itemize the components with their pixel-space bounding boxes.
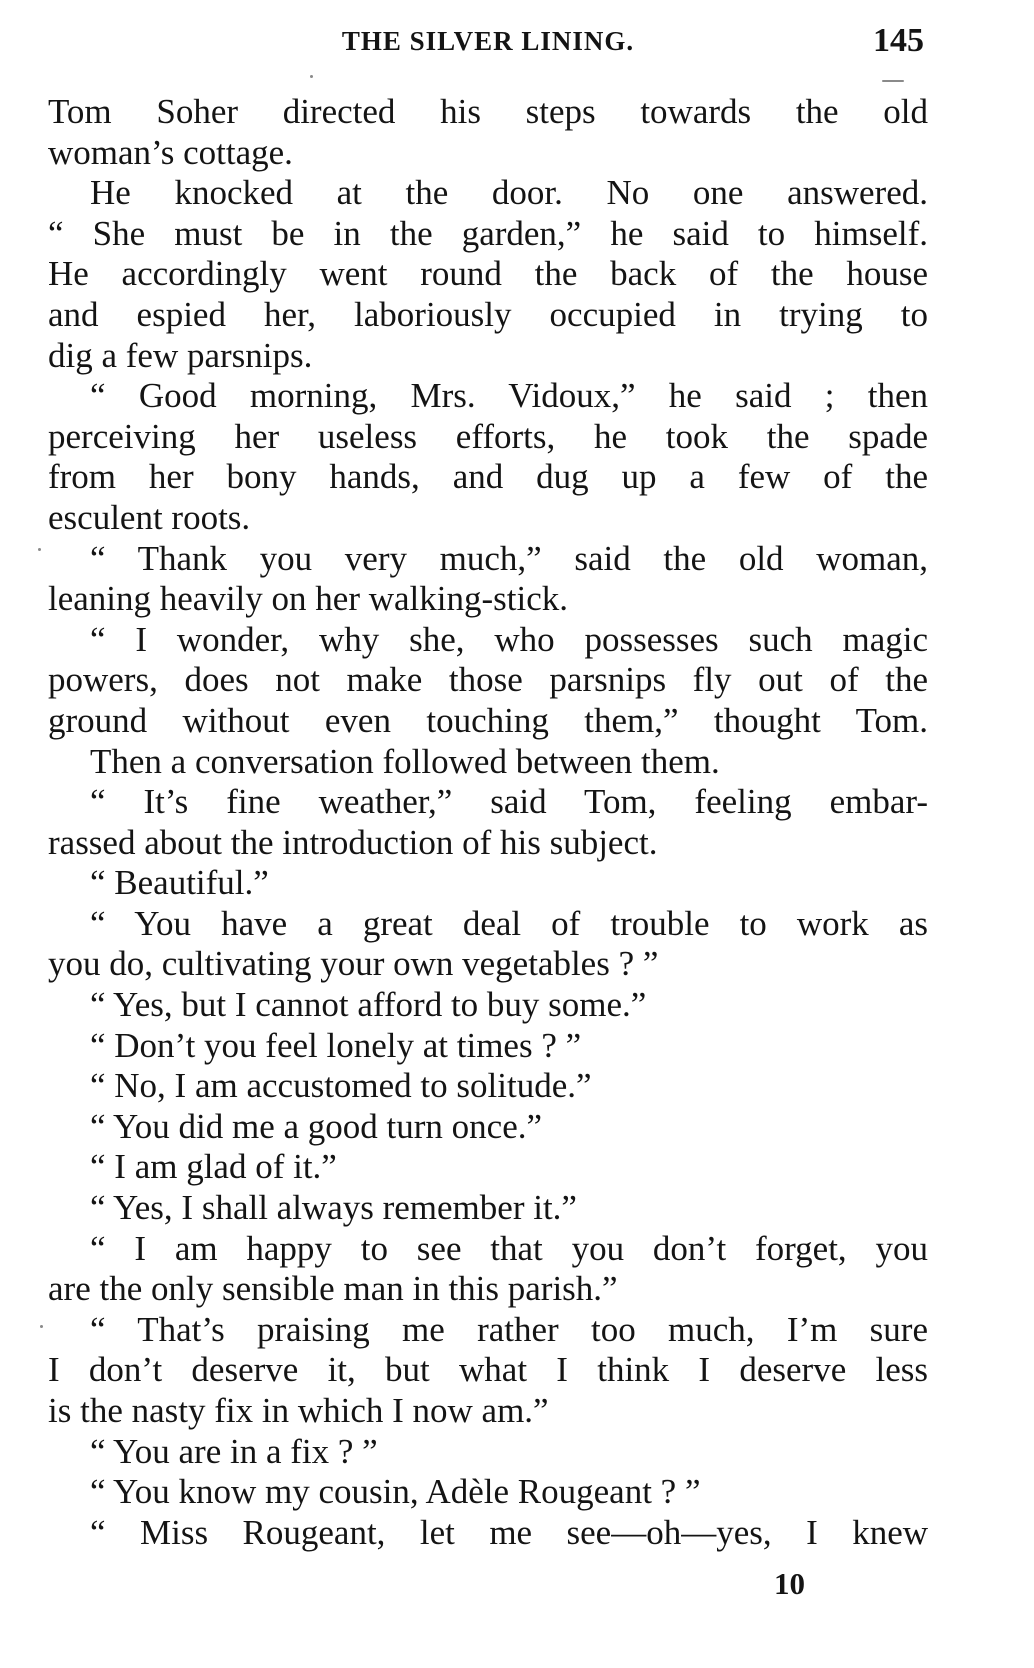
text-line: “ I am happy to see that you don’t forget, you [90, 1228, 928, 1268]
text-line: “ Miss Rougeant, let me see—oh—yes, I knew [90, 1512, 928, 1552]
text-line: “ Yes, I shall always remember it.” [90, 1188, 577, 1228]
print-speck [40, 1325, 43, 1328]
text-line: I don’t deserve it, but what I think I deserve less [48, 1350, 928, 1390]
running-header [48, 22, 928, 62]
text-line: are the only sensible man in this parish.” [48, 1269, 618, 1309]
print-speck [310, 75, 313, 78]
text-line: powers, does not make those parsnips fly out of the [48, 660, 928, 700]
text-line: perceiving her useless efforts, he took the spade [48, 416, 928, 456]
page-number: 145 [873, 22, 924, 59]
text-line: woman’s cottage. [48, 132, 293, 172]
text-line: “ Don’t you feel lonely at times ? ” [90, 1025, 582, 1065]
text-line: “ Good morning, Mrs. Vidoux,” he said ; then [90, 376, 928, 416]
text-line: esculent roots. [48, 497, 251, 537]
text-line: “ You are in a fix ? ” [90, 1431, 378, 1471]
text-line: “ I am glad of it.” [90, 1147, 337, 1187]
text-line: Tom Soher directed his steps towards the old [48, 92, 928, 131]
text-line: is the nasty fix in which I now am.” [48, 1391, 549, 1430]
signature-mark: 10 [774, 1566, 805, 1601]
text-line: “ You have a great deal of trouble to work as [90, 903, 928, 943]
text-line: from her bony hands, and dug up a few of the [48, 457, 928, 497]
text-line: “ Thank you very much,” said the old woman, [90, 538, 928, 578]
text-line: leaning heavily on her walking-stick. [48, 579, 568, 619]
text-line: “ It’s fine weather,” said Tom, feeling embar- [90, 782, 928, 822]
text-line: dig a few parsnips. [48, 335, 313, 375]
print-speck [38, 548, 41, 551]
body-text [48, 92, 928, 1553]
text-line: “ Yes, but I cannot afford to buy some.” [90, 985, 647, 1025]
text-line: you do, cultivating your own vegetables ? ” [48, 944, 659, 984]
text-line: “ You did me a good turn once.” [90, 1106, 543, 1146]
text-line: “ She must be in the garden,” he said to himself. [48, 213, 928, 253]
print-speck [882, 80, 904, 82]
text-line: “ You know my cousin, Adèle Rougeant ? ” [90, 1472, 701, 1512]
text-line: “ That’s praising me rather too much, I’m sure [90, 1309, 928, 1349]
text-line: ground without even touching them,” thought Tom. [48, 700, 928, 740]
running-title: THE SILVER LINING. [341, 26, 635, 56]
text-line: He accordingly went round the back of the house [48, 254, 928, 294]
text-line: rassed about the introduction of his subject. [48, 822, 658, 862]
text-line: Then a conversation followed between them. [90, 741, 720, 781]
text-line: and espied her, laboriously occupied in trying to [48, 294, 928, 334]
text-line: “ No, I am accustomed to solitude.” [90, 1066, 592, 1106]
text-line: “ I wonder, why she, who possesses such magic [90, 619, 928, 659]
text-line: He knocked at the door. No one answered. [90, 173, 928, 213]
text-line: “ Beautiful.” [90, 863, 269, 903]
